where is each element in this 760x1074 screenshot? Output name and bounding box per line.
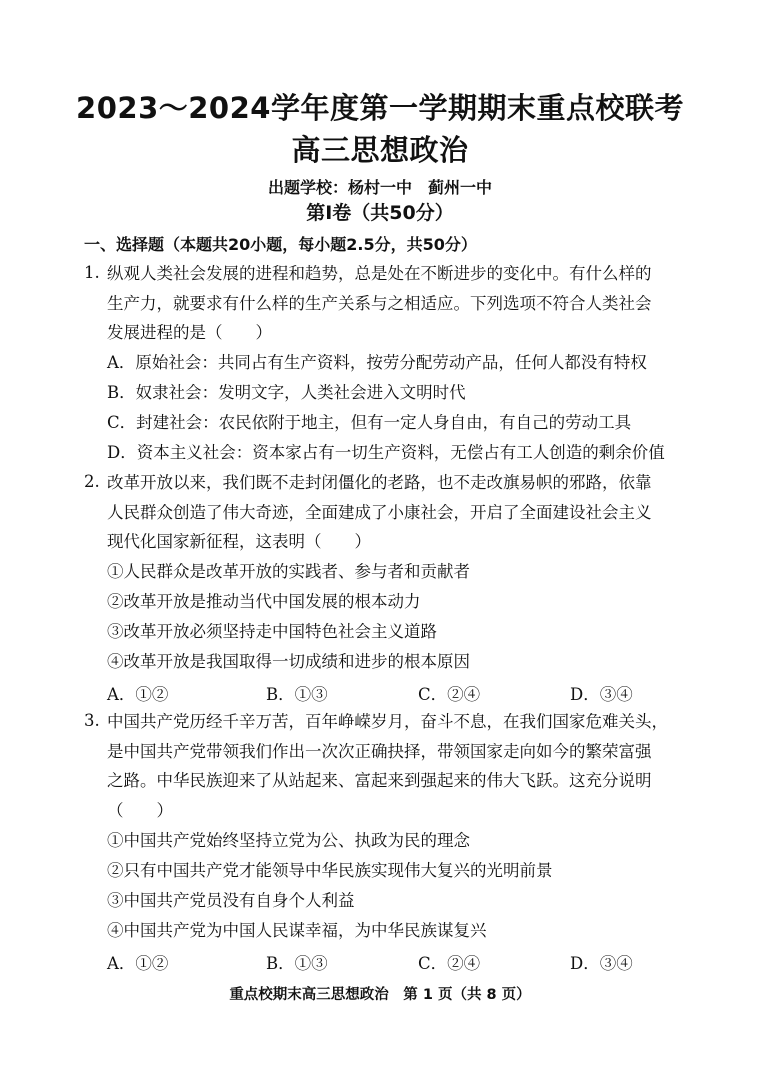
question-number: 2. [84,472,100,491]
question-stem-line: 改革开放以来，我们既不走封闭僵化的老路，也不走改旗易帜的邪路，依靠 [107,473,652,492]
question-stem-line: 是中国共产党带领我们作出一次次正确抉择，带领国家走向如今的繁荣富强 [107,742,652,761]
exam-school: 出题学校：杨村一中 蓟州一中 [267,178,492,197]
option-c: C．封建社会：农民依附于地主，但有一定人身自由，有自己的劳动工具 [107,413,632,432]
exam-subject: 高三思想政治 [291,133,469,167]
exam-volume: 第Ⅰ卷（共50分） [306,202,454,224]
question-number: 1. [84,263,100,282]
question-stem-line: 生产力，就要求有什么样的生产关系与之相适应。下列选项不符合人类社会 [107,294,652,313]
option-d: D．资本主义社会：资本家占有一切生产资料，无偿占有工人创造的剩余价值 [107,443,665,462]
choice-c: C．②④ [418,685,481,704]
statement-2: ②只有中国共产党才能领导中华民族实现伟大复兴的光明前景 [107,861,553,880]
statement-2: ②改革开放是推动当代中国发展的根本动力 [107,592,421,611]
section-heading: 一、选择题（本题共20小题，每小题2.5分，共50分） [84,235,477,254]
question-number: 3. [84,711,100,730]
choice-b: B．①③ [266,954,328,973]
statement-3: ③中国共产党员没有自身个人利益 [107,891,355,910]
exam-title: 2023～2024学年度第一学期期末重点校联考 [76,91,684,125]
question-stem-line: （ ） [107,801,173,820]
option-b: B．奴隶社会：发明文字，人类社会进入文明时代 [107,383,466,402]
statement-1: ①人民群众是改革开放的实践者、参与者和贡献者 [107,562,470,581]
choice-d: D．③④ [570,685,633,704]
choice-a: A．①② [107,954,169,973]
option-a: A．原始社会：共同占有生产资料，按劳分配劳动产品，任何人都没有特权 [107,353,647,372]
choice-d: D．③④ [570,954,633,973]
page-footer: 重点校期末高三思想政治 第 1 页（共 8 页） [229,987,531,1003]
question-stem-line: 现代化国家新征程，这表明（ ） [107,532,371,551]
statement-3: ③改革开放必须坚持走中国特色社会主义道路 [107,622,437,641]
question-stem-line: 发展进程的是（ ） [107,323,272,342]
statement-1: ①中国共产党始终坚持立党为公、执政为民的理念 [107,831,470,850]
choice-a: A．①② [107,685,169,704]
question-stem-line: 中国共产党历经千辛万苦，百年峥嵘岁月，奋斗不息，在我们国家危难关头， [107,712,668,731]
question-stem-line: 之路。中华民族迎来了从站起来、富起来到强起来的伟大飞跃。这充分说明 [107,771,652,790]
question-stem-line: 人民群众创造了伟大奇迹，全面建成了小康社会，开启了全面建设社会主义 [107,503,652,522]
statement-4: ④中国共产党为中国人民谋幸福，为中华民族谋复兴 [107,921,487,940]
choice-c: C．②④ [418,954,481,973]
question-stem-line: 纵观人类社会发展的进程和趋势，总是处在不断进步的变化中。有什么样的 [107,264,652,283]
choice-b: B．①③ [266,685,328,704]
statement-4: ④改革开放是我国取得一切成绩和进步的根本原因 [107,652,470,671]
